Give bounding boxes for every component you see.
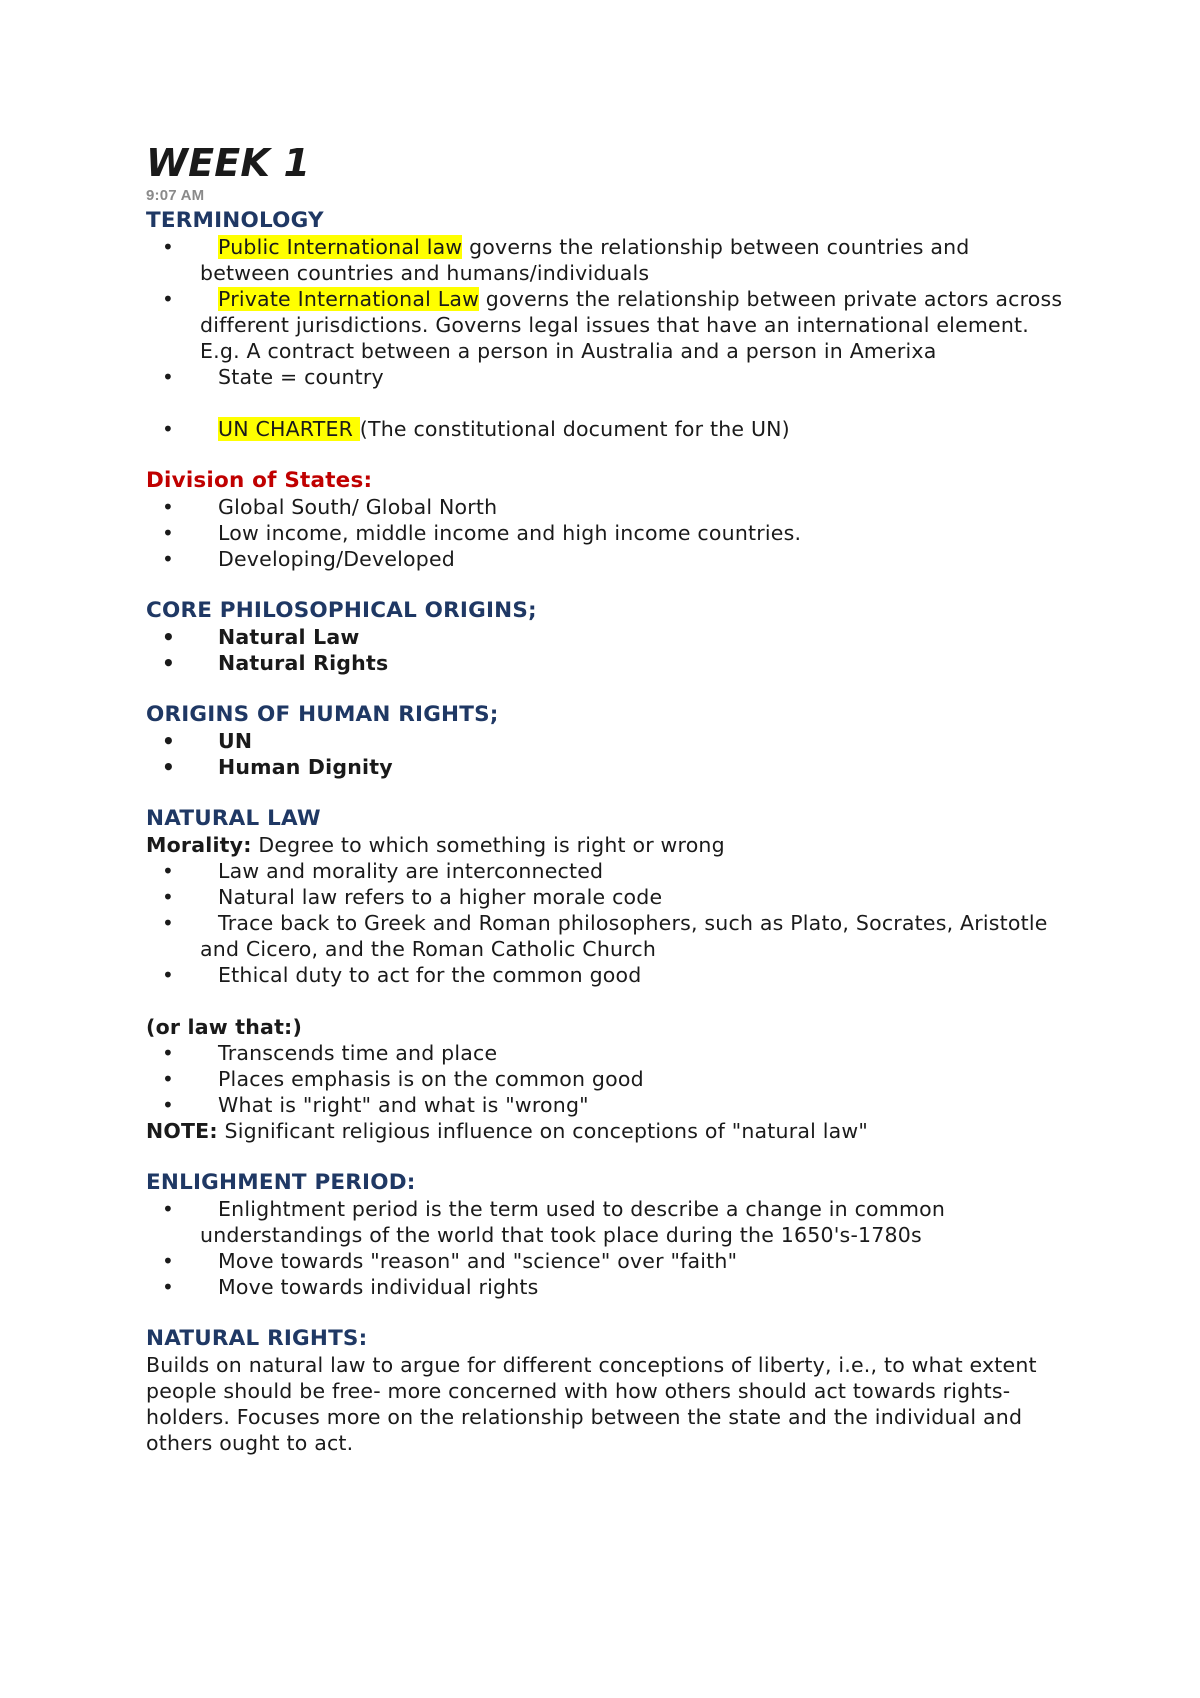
- list-item-text: Transcends time and place: [218, 1041, 498, 1065]
- bullet-icon: •: [162, 1041, 174, 1065]
- bullet-icon: •: [162, 235, 174, 259]
- list-item: [146, 1040, 1066, 1066]
- bullet-icon: •: [162, 651, 175, 675]
- core-heading: CORE PHILOSOPHICAL ORIGINS;: [146, 598, 537, 623]
- bullet-icon: •: [162, 521, 174, 545]
- list-item-text: Move towards individual rights: [218, 1275, 539, 1299]
- bullet-icon: •: [162, 1275, 174, 1299]
- list-item-text: Natural Rights: [218, 651, 389, 675]
- list-item: [146, 1248, 1066, 1274]
- or-law-label: (or law that:): [146, 1015, 303, 1039]
- list-item: [146, 494, 1066, 520]
- bullet-icon: •: [162, 859, 174, 883]
- list-item-text: State = country: [218, 365, 384, 389]
- list-item-text: governs the relationship between countries and between countries and humans/individuals: [200, 235, 970, 285]
- list-item: [146, 650, 1066, 676]
- list-item-text: Human Dignity: [218, 755, 393, 779]
- list-item: [146, 234, 1066, 286]
- morality-label: Morality:: [146, 833, 252, 857]
- enlightenment-list: [146, 1196, 1066, 1300]
- list-item-text: Law and morality are interconnected: [218, 859, 604, 883]
- terminology-list: [146, 234, 1066, 390]
- highlighted-term: Public International law: [218, 235, 463, 259]
- natural-law-list: [146, 858, 1066, 988]
- list-item-text: Enlightment period is the term used to describe a change in common understandings of the world that took place during the 1650's-1780s: [200, 1197, 946, 1247]
- list-item-text: Natural Law: [218, 625, 360, 649]
- natural-rights-heading: NATURAL RIGHTS:: [146, 1326, 368, 1351]
- list-item: [146, 884, 1066, 910]
- terminology-list-2: [146, 416, 1066, 442]
- division-heading: Division of States:: [146, 468, 373, 493]
- list-item-text: Trace back to Greek and Roman philosophers, such as Plato, Socrates, Aristotle and Cicero, and the Roman Catholic Church: [200, 911, 1048, 961]
- list-item: [146, 1274, 1066, 1300]
- list-item-text: governs the relationship between private actors across different jurisdictions. Governs legal issues that have an international element. E.g. A contract between a person in Australia and a person in Amerixa: [200, 287, 1063, 363]
- highlighted-term: UN CHARTER: [218, 417, 360, 441]
- list-item-text: (The constitutional document for the UN): [359, 417, 790, 441]
- bullet-icon: •: [162, 495, 174, 519]
- list-item-text: Ethical duty to act for the common good: [218, 963, 642, 987]
- terminology-heading: TERMINOLOGY: [146, 208, 324, 233]
- bullet-icon: •: [162, 417, 174, 441]
- list-item-text: Developing/Developed: [218, 547, 456, 571]
- natural-rights-text: Builds on natural law to argue for different conceptions of liberty, i.e., to what extent people should be free- more concerned with how others should act towards rights- holders. Focuses more on the relationship between the state and the individual and others ought to act.: [146, 1353, 1037, 1455]
- page-title: WEEK 1: [146, 141, 311, 185]
- bullet-icon: •: [162, 963, 174, 987]
- bullet-icon: •: [162, 625, 175, 649]
- list-item-text: UN: [218, 729, 253, 753]
- bullet-icon: •: [162, 885, 174, 909]
- list-item: [146, 416, 1066, 442]
- bullet-icon: •: [162, 547, 174, 571]
- list-item: [146, 364, 1066, 390]
- list-item-text: Global South/ Global North: [218, 495, 498, 519]
- list-item: [146, 286, 1066, 364]
- list-item-text: Low income, middle income and high income countries.: [218, 521, 802, 545]
- origins-list: [146, 728, 1066, 780]
- bullet-icon: •: [162, 911, 174, 935]
- list-item: [146, 1196, 1066, 1248]
- bullet-icon: •: [162, 729, 175, 753]
- list-item: [146, 858, 1066, 884]
- highlighted-term: Private International Law: [218, 287, 480, 311]
- list-item-text: What is "right" and what is "wrong": [218, 1093, 589, 1117]
- bullet-icon: •: [162, 1249, 174, 1273]
- list-item: [146, 520, 1066, 546]
- enlightenment-heading: ENLIGHMENT PERIOD:: [146, 1170, 416, 1195]
- note: [146, 1118, 1066, 1144]
- list-item: [146, 962, 1066, 988]
- document-body: [146, 140, 1066, 1456]
- list-item: [146, 1066, 1066, 1092]
- list-item-text: Places emphasis is on the common good: [218, 1067, 644, 1091]
- morality-text: Degree to which something is right or wrong: [251, 833, 725, 857]
- list-item-text: Move towards "reason" and "science" over "faith": [218, 1249, 738, 1273]
- list-item: [146, 624, 1066, 650]
- list-item: [146, 754, 1066, 780]
- note-text: Significant religious influence on conceptions of "natural law": [217, 1119, 868, 1143]
- list-item-text: Natural law refers to a higher morale code: [218, 885, 663, 909]
- division-list: [146, 494, 1066, 572]
- bullet-icon: •: [162, 287, 174, 311]
- note-label: NOTE:: [146, 1119, 218, 1143]
- origins-heading: ORIGINS OF HUMAN RIGHTS;: [146, 702, 499, 727]
- list-item: [146, 728, 1066, 754]
- or-law-list: [146, 1040, 1066, 1118]
- list-item: [146, 910, 1066, 962]
- list-item: [146, 1092, 1066, 1118]
- natural-law-heading: NATURAL LAW: [146, 806, 321, 831]
- bullet-icon: •: [162, 365, 174, 389]
- list-item: [146, 546, 1066, 572]
- bullet-icon: •: [162, 1067, 174, 1091]
- bullet-icon: •: [162, 1093, 174, 1117]
- bullet-icon: •: [162, 1197, 174, 1221]
- bullet-icon: •: [162, 755, 175, 779]
- core-list: [146, 624, 1066, 676]
- morality-definition: [146, 832, 1066, 858]
- timestamp: 9:07 AM: [146, 187, 205, 204]
